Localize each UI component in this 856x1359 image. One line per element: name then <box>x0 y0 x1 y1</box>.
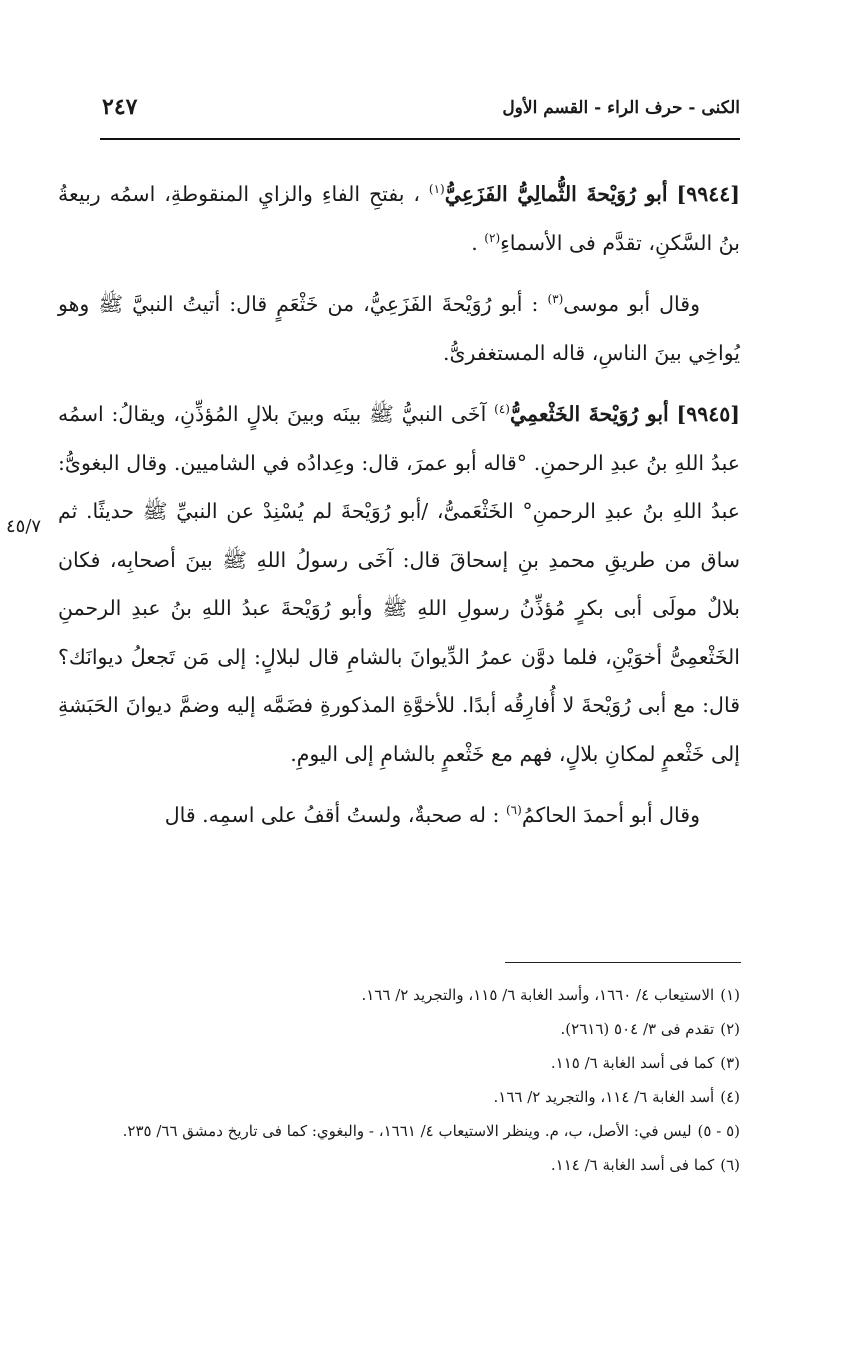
running-title: الكنى - حرف الراء - القسم الأول <box>502 98 740 118</box>
footnotes <box>58 980 740 1184</box>
footnote-number: (٦) <box>720 1156 740 1174</box>
entry-text: آخَى النبيُّ ﷺ بينَه وبينَ بلالٍ المُؤذِّنِ، ويقالُ: اسمُه عبدُ اللهِ بنُ عبدِ الرحمنِ. °قاله أبو عمرَ، قال: وعِدادُه في الشاميين. وقال البغوىُّ: عبدُ اللهِ بنُ عبدِ الرحمنِ° الخَثْعَمىُّ، /أبو رُوَيْحةَ لم يُسْنِدْ عن النبيِّ ﷺ حديثًا. ثم ساق من طريقِ محمدِ بنِ إسحاقَ قال: آخَى رسولُ اللهِ ﷺ بينَ أصحابِه، فكان بلالٌ مولَى أبى بكرٍ مُؤذِّنُ رسولِ اللهِ ﷺ وأبو رُوَيْحةَ عبدُ اللهِ بنُ عبدِ الرحمنِ الخَثْعمِىُّ أخوَيْنِ، فلما دوَّن عمرُ الدِّيوانَ بالشامِ قال لبلالٍ: إلى مَن تَجعلُ ديوانَك؟ قال: مع أبى رُوَيْحةَ لا أُفارِقُه أبدًا. للأخوَّةِ المذكورةِ فضَمَّه إليه وضمَّ ديوانَ الحَبَشةِ إلى خَثْعمٍ لمكانِ بلالٍ، فهم مع خَثْعمٍ بالشامِ إلى اليومِ. <box>58 402 740 766</box>
entry-9945-note <box>58 791 740 840</box>
paragraph-text: وقال أبو موسى <box>563 292 700 316</box>
entry-9945 <box>58 390 740 778</box>
footnote-text: أسد الغابة ٦/ ١١٤، والتجريد ٢/ ١٦٦. <box>493 1088 715 1106</box>
entry-9944 <box>58 170 740 267</box>
footnote-number: (٣) <box>720 1054 740 1072</box>
footnote-text: ليس في: الأصل، ب، م. وينظر الاستيعاب ٤/ ١٦٦١، - والبغوي: كما فى تاريخ دمشق ٦٦/ ٢٣٥. <box>122 1122 692 1140</box>
footnote-number: (٢) <box>720 1020 740 1038</box>
footnote-ref: (٣) <box>547 292 564 307</box>
entry-heading: أبو رُوَيْحةَ الخَثْعمِيُّ <box>509 402 669 426</box>
entry-text-end: . <box>471 230 478 255</box>
footnote-ref: (٤) <box>494 402 510 417</box>
page-number: ٢٤٧ <box>102 94 138 120</box>
header-rule <box>100 138 740 140</box>
footnote <box>58 1014 740 1044</box>
footnote-text: كما فى أسد الغابة ٦/ ١١٤. <box>550 1156 715 1174</box>
paragraph-text: : أبو رُوَيْحةَ الفَزَعِيُّ، من خَثْعَمٍ قال: أتيتُ النبيَّ ﷺ وهو يُواخِي بينَ الناسِ، قاله المستغفرىُّ. <box>58 292 740 365</box>
footnote <box>58 1150 740 1180</box>
footnote-text: كما فى أسد الغابة ٦/ ١١٥. <box>550 1054 715 1072</box>
footnote-text: الاستيعاب ٤/ ١٦٦٠، وأسد الغابة ٦/ ١١٥، والتجريد ٢/ ١٦٦. <box>361 986 715 1004</box>
entry-heading: أبو رُوَيْحةَ الثُّمالِيُّ الفَزَعِيُّ <box>444 182 668 206</box>
entry-9944-note <box>58 280 740 377</box>
footnote <box>58 1048 740 1078</box>
footnote-text: تقدم فى ٣/ ٥٠٤ (٢٦١٦). <box>560 1020 715 1038</box>
entry-text: ، بفتحِ الفاءِ والزايِ المنقوطةِ، اسمُه ربيعةُ بنُ السَّكنِ، تقدَّم فى الأسماءِ <box>58 182 740 255</box>
footnote-ref: (٦) <box>505 803 522 818</box>
footnote-number: (٤) <box>720 1088 740 1106</box>
paragraph-text: وقال أبو أحمدَ الحاكمُ <box>521 803 700 827</box>
footnote-number: (٥ - ٥) <box>697 1122 740 1140</box>
footnote <box>58 1082 740 1112</box>
footnote-number: (١) <box>720 986 740 1004</box>
footnote-ref: (١) <box>428 182 445 197</box>
footnote-ref: (٢) <box>484 230 501 245</box>
entry-number: [٩٩٤٥] <box>676 402 740 426</box>
page-header <box>100 92 740 128</box>
paragraph-text: : له صحبةٌ، ولستُ أقفُ على اسمِه. قال <box>164 803 500 827</box>
entry-number: [٩٩٤٤] <box>676 182 740 206</box>
footnote-rule <box>505 962 741 963</box>
footnote <box>58 1116 740 1146</box>
margin-reference: ٤٥/٧ <box>6 516 42 537</box>
main-text <box>58 170 740 840</box>
footnote <box>58 980 740 1010</box>
